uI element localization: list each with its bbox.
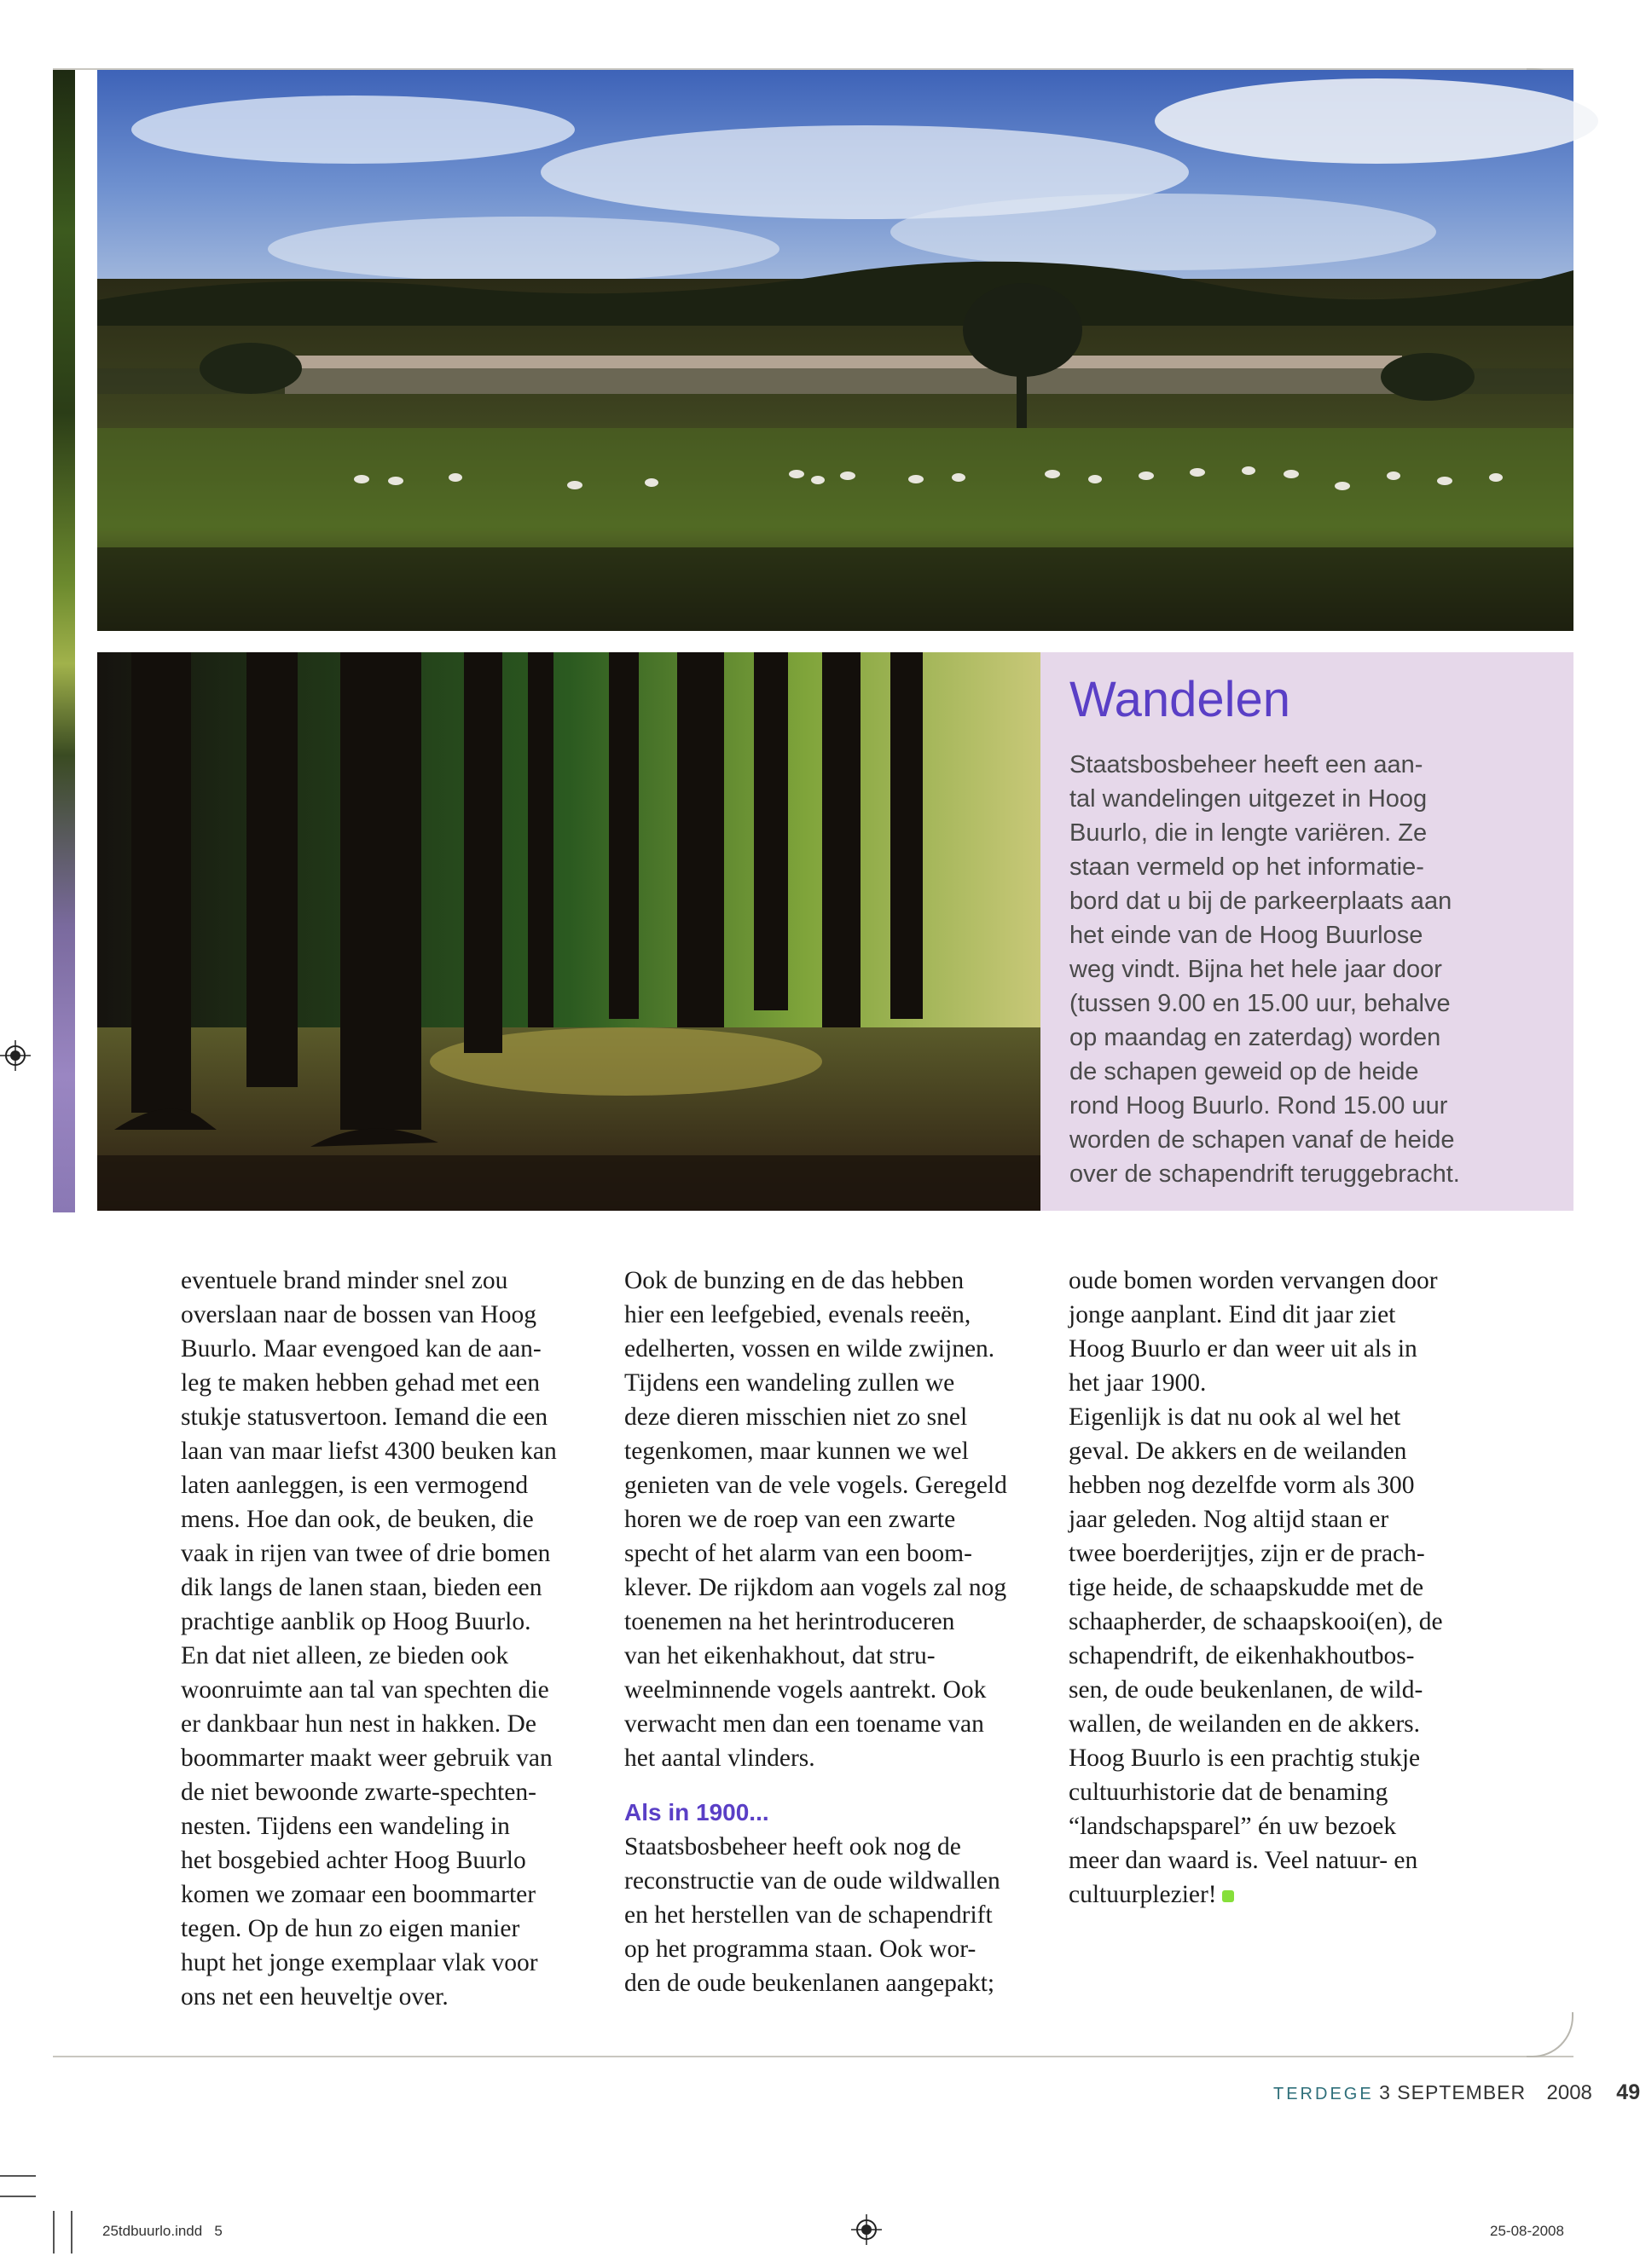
sidebar-line: staan vermeld op het informatie- [1069,853,1424,881]
body-line: Eigenlijk is dat nu ook al wel het [1069,1403,1401,1431]
body-line: weelminnende vogels aantrekt. Ook [624,1676,987,1704]
body-line: tegen. Op de hun zo eigen manier [181,1915,520,1942]
issue-date: 3 SEPTEMBER [1379,2081,1527,2103]
body-line: tige heide, de schaapskudde met de [1069,1574,1424,1601]
body-line: schapendrift, de eikenhakhoutbos- [1069,1642,1415,1669]
body-line: hupt het jonge exemplaar vlak voor [181,1949,538,1976]
body-line: overslaan naar de bossen van Hoog [181,1301,536,1328]
body-line: horen we de roep van een zwarte [624,1506,956,1533]
body-line: schaapherder, de schaapskooi(en), de [1069,1608,1443,1635]
crop-mark [71,2211,72,2254]
heathland-photo [97,70,1573,631]
body-line: verwacht men dan een toename van [624,1710,984,1738]
body-line: woonruimte aan tal van spechten die [181,1676,549,1704]
body-line: Ook de bunzing en de das hebben [624,1267,965,1294]
body-line: en het herstellen van de schapendrift [624,1901,993,1929]
body-line: Tijdens een wandeling zullen we [624,1369,955,1397]
slug-filename: 25tdbuurlo.indd 5 [102,2223,223,2239]
body-line: den de oude beukenlanen aangepakt; [624,1970,995,1997]
sidebar-line: rond Hoog Buurlo. Rond 15.00 uur [1069,1092,1448,1120]
body-last-text: cultuurplezier! [1069,1881,1217,1908]
body-line: wallen, de weilanden en de akkers. [1069,1710,1421,1738]
body-line: eventuele brand minder snel zou [181,1267,508,1294]
sidebar-line: tal wandelingen uitgezet in Hoog [1069,785,1428,813]
slug-date: 25-08-2008 [1490,2223,1564,2239]
body-line: oude bomen worden vervangen door [1069,1267,1438,1294]
body-line: twee boerderijtjes, zijn er de prach- [1069,1540,1425,1567]
body-line: het bosgebied achter Hoog Buurlo [181,1847,526,1874]
body-column-3 [1069,1264,1495,1912]
body-column-1 [181,1264,607,2014]
body-line: stukje statusvertoon. Iemand die een [181,1403,548,1431]
body-line: klever. De rijkdom aan vogels zal nog [624,1574,1007,1601]
body-line: boommarter maakt weer gebruik van [181,1744,553,1772]
issue-year: 2008 [1546,2081,1592,2104]
body-line: sen, de oude beukenlanen, de wild- [1069,1676,1423,1704]
body-line: meer dan waard is. Veel natuur- en [1069,1847,1418,1874]
body-line: tegenkomen, maar kunnen we wel [624,1438,969,1465]
body-line: van het eikenhakhout, dat stru- [624,1642,936,1669]
sidebar-line: worden de schapen vanaf de heide [1069,1126,1455,1154]
sidebar-line: (tussen 9.00 en 15.00 uur, behalve [1069,990,1451,1017]
page-frame-bottom [53,2056,1573,2057]
beech-forest-photo [97,652,1040,1211]
body-line: cultuurhistorie dat de benaming [1069,1779,1388,1806]
body-line: edelherten, vossen en wilde zwijnen. [624,1335,995,1363]
body-line: specht of het alarm van een boom- [624,1540,972,1567]
body-line: Staatsbosbeheer heeft ook nog de [624,1833,961,1860]
body-line: Hoog Buurlo is een prachtig stukje [1069,1744,1421,1772]
body-line: “landschapsparel” én uw bezoek [1069,1813,1397,1840]
body-line: geval. De akkers en de weilanden [1069,1438,1407,1465]
body-line: laan van maar liefst 4300 beuken kan [181,1438,557,1465]
crop-mark [53,2211,55,2254]
side-color-strip [53,70,75,1212]
body-line: vaak in rijen van twee of drie bomen [181,1540,551,1567]
sidebar-line: weg vindt. Bijna het hele jaar door [1069,956,1442,983]
body-line: jonge aanplant. Eind dit jaar ziet [1069,1301,1396,1328]
body-line-last [1069,1877,1495,1912]
body-line: reconstructie van de oude wildwallen [624,1867,1000,1895]
section-subheading: Als in 1900... [624,1799,769,1825]
sidebar-line: over de schapendrift teruggebracht. [1069,1160,1460,1188]
sidebar-line: Staatsbosbeheer heeft een aan- [1069,751,1423,778]
body-line: Buurlo. Maar evengoed kan de aan- [181,1335,542,1363]
sidebar-line: op maandag en zaterdag) worden [1069,1024,1441,1051]
sidebar-line: bord dat u bij de parkeerplaats aan [1069,888,1452,915]
body-line: dik langs de lanen staan, bieden een [181,1574,542,1601]
body-line: het jaar 1900. [1069,1369,1207,1397]
magazine-name: TERDEGE [1273,2085,1374,2103]
body-line: hier een leefgebied, evenals reeën, [624,1301,971,1328]
body-line: jaar geleden. Nog altijd staan er [1069,1506,1389,1533]
body-line: het aantal vlinders. [624,1744,815,1772]
body-line: Hoog Buurlo er dan weer uit als in [1069,1335,1417,1363]
sidebar-line: het einde van de Hoog Buurlose [1069,922,1423,949]
body-line: deze dieren misschien niet zo snel [624,1403,968,1431]
sidebar-body [1069,748,1556,1191]
body-line: ons net een heuveltje over. [181,1983,449,2011]
body-line: nesten. Tijdens een wandeling in [181,1813,510,1840]
body-line: genieten van de vele vogels. Geregeld [624,1472,1007,1499]
sidebar-line: de schapen geweid op de heide [1069,1058,1419,1085]
body-line: hebben nog dezelfde vorm als 300 [1069,1472,1415,1499]
body-line: op het programma staan. Ook wor- [624,1935,976,1963]
end-of-article-icon [1222,1890,1234,1902]
sidebar-box-wandelen [1040,652,1573,1211]
page-number: 49 [1616,2080,1640,2104]
body-line: er dankbaar hun nest in hakken. De [181,1710,536,1738]
page-frame-corner-bottom [1527,2012,1573,2057]
crop-mark [0,2196,36,2197]
body-line: komen we zomaar een boommarter [181,1881,536,1908]
body-line: laten aanleggen, is een vermogend [181,1472,529,1499]
sidebar-line: Buurlo, die in lengte variëren. Ze [1069,819,1428,847]
body-line: leg te maken hebben gehad met een [181,1369,541,1397]
body-line: toenemen na het herintroduceren [624,1608,955,1635]
registration-mark-icon [0,1040,31,1071]
registration-mark-icon [851,2214,882,2245]
body-line: En dat niet alleen, ze bieden ook [181,1642,509,1669]
sidebar-title: Wandelen [1069,672,1291,727]
page-folio [1273,2080,1640,2105]
body-column-2 [624,1264,1051,2000]
crop-mark [0,2175,36,2177]
body-line: de niet bewoonde zwarte-spechten- [181,1779,536,1806]
body-line: prachtige aanblik op Hoog Buurlo. [181,1608,531,1635]
body-line: mens. Hoe dan ook, de beuken, die [181,1506,534,1533]
